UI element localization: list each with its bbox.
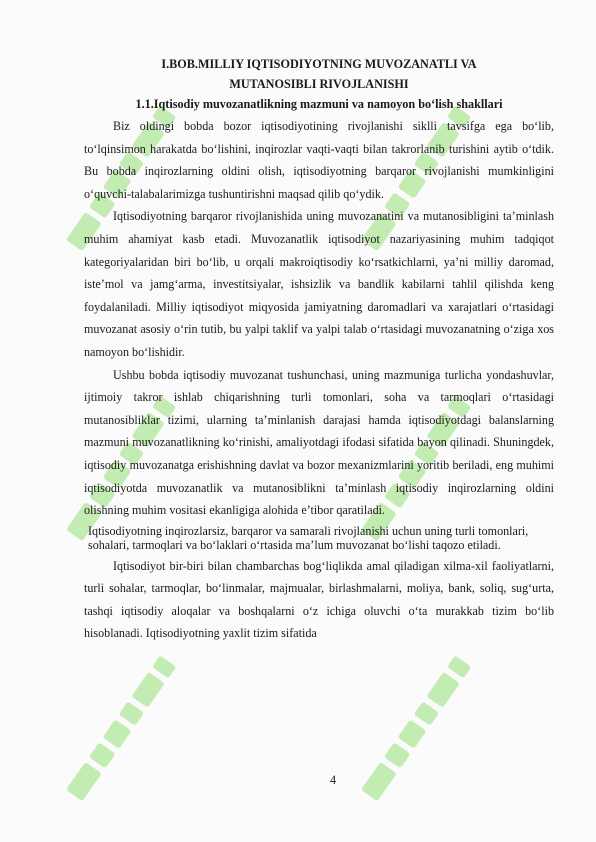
- paragraph-3: Ushbu bobda iqtisodiy muvozanat tushunchasi, uning mazmuniga turlicha yondashuvlar, ijtimoiy takror ishlab chiqarishning turli tomonlari, soha va tarmoqlari o‘rtasidagi mutanosibliklar tizimi, ularning ta’minlanish darajasi hamda iqtisodiyotdagi balanslarning mazmuni muvozanatlikning ko‘rinishi, amaliyotdagi ifodasi sifatida bayon qilinadi. Shuningdek, iqtisodiy muvozanatga erishishning davlat va bozor mexanizmlarini yoritib beriladi, eng muhimi iqtisodiyotda muvozanatlik va mutanosiblikni ta’minlash iqtisodiy inqirozlarning oldini olishning muhim vositasi ekanligiga alohida e’tibor qaratiladi.: [84, 367, 554, 518]
- paragraph-5: Iqtisodiyot bir-biri bilan chambarchas bog‘liqlikda amal qiladigan xilma-xil faoliyatlarni, turli sohalar, tarmoqlar, bo‘linmalar, majmualar, birlashmalarni, moliya, bank, soliq, sug‘urta, tashqi iqtisodiy aloqalar va boshqalarni o‘z ichiga oluvchi o‘ta murakkab tizim bo‘lib hisoblanadi. Iqtisodiyotning yaxlit tizim sifatida: [84, 558, 554, 641]
- paragraph-2: Iqtisodiyotning barqaror rivojlanishida uning muvozanatini va mutanosibligini ta’minlash muhim ahamiyat kasb etadi. Muvozanatlik iqtisodiyot nazariyasining muhim tadqiqot kategoriyalaridan biri bo‘lib, u orqali makroiqtisodiy ko‘rsatkichlarni, ya’ni milliy daromad, iste’mol va jamg‘arma, investitsiyalar, ishsizlik va bandlik kabilarni tahlil qilishda keng foydalaniladi. Milliy iqtisodiyot miqyosida jamiyatning daromadlari va xarajatlari o‘rtasidagi muvozanat asosiy o‘rin tutib, bu yalpi taklif va yalpi talab o‘rtasidagi muvozanatning o‘ziga xos namoyon bo‘lishidir.: [84, 209, 554, 359]
- chapter-title-line-2: MUTANOSIBLI RIVOJLANISHI: [229, 77, 409, 91]
- section-title: 1.1.Iqtisodiy muvozanatlikning mazmuni va namoyon bo‘lish shakllari: [135, 97, 503, 111]
- paragraph-1: Biz oldingi bobda bozor iqtisodiyotining rivojlanishi siklli tavsifga ega bo‘lib, to‘lqinsimon harakatda bo‘lishini, inqirozlar vaqti-vaqti bilan takrorlanib turishini aytib o‘tdik. Bu bobda inqirozlarning oldini olish, iqtisodiyotning barqaror rivojlanishi mumkinligini o‘quvchi-talabalarimizga tushuntirishni maqsad qilib qo‘ydik.: [84, 119, 554, 201]
- chapter-title-line-1: I.BOB.MILLIY IQTISODIYOTNING MUVOZANATLI VA: [161, 57, 477, 71]
- page-number: 4: [329, 773, 337, 787]
- paragraph-4: Iqtisodiyotning inqirozlarsiz, barqaror va samarali rivojlanishi uchun uning turli tomonlari, sohalari, tarmoqlari va bo‘laklari o‘rtasida ma’lum muvozanat bo‘lishi taqozo etiladi.: [88, 523, 529, 552]
- page-content: [84, 54, 554, 645]
